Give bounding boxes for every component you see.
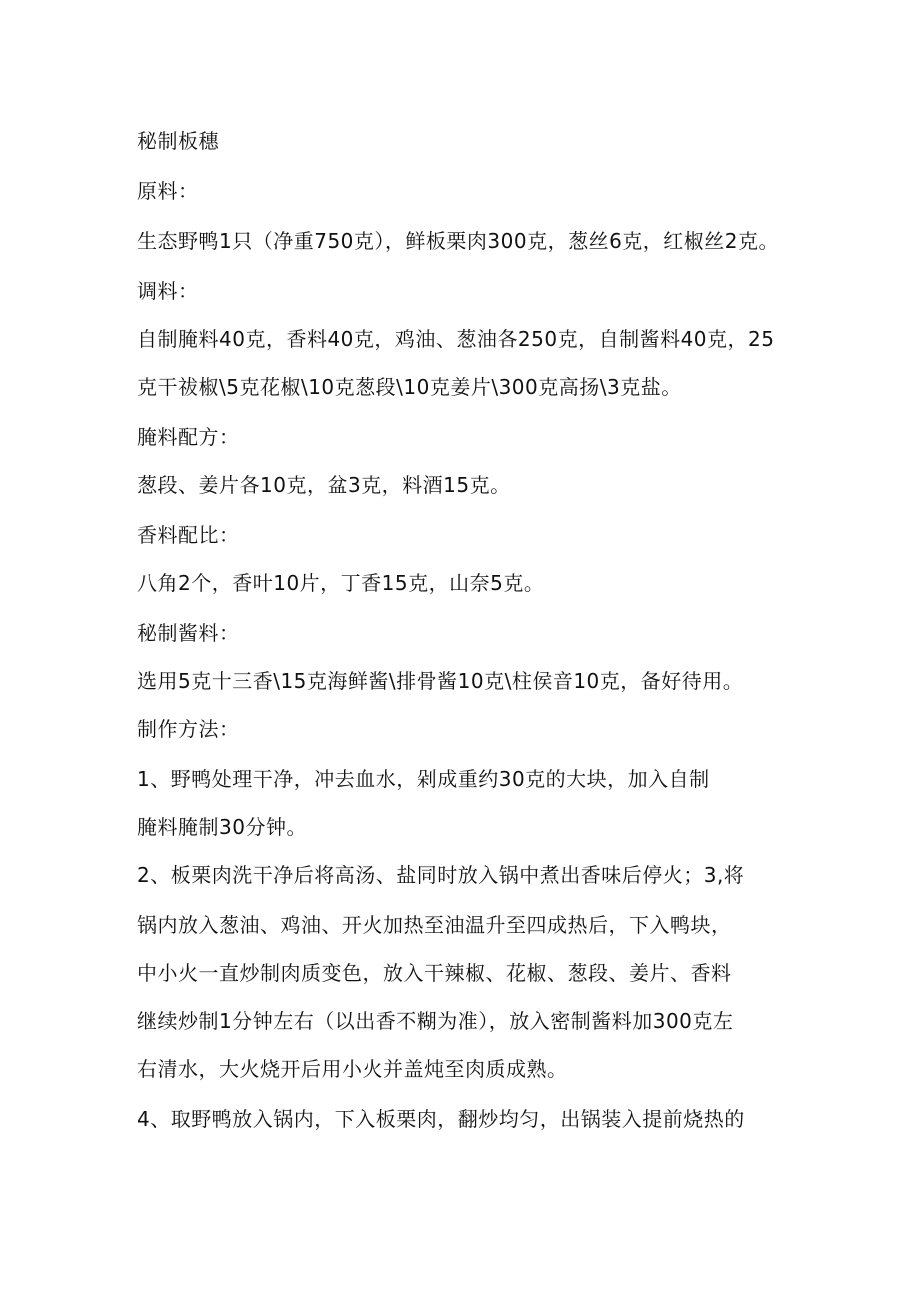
section-heading-sauce: 秘制酱料：: [137, 621, 240, 645]
document-title: 秘制板穗: [137, 129, 219, 153]
text-line: 自制腌料40克，香料40克，鸡油、葱油各250克，自制酱料40克，25: [137, 327, 775, 351]
text-line: 锅内放入葱油、鸡油、开火加热至油温升至四成热后，下入鸭块，: [137, 913, 732, 937]
section-heading-seasonings: 调料：: [137, 279, 199, 303]
text-line: 生态野鸭1只（净重750克），鲜板栗肉300克，葱丝6克，红椒丝2克。: [137, 229, 780, 253]
text-line: 2、板栗肉洗干净后将高汤、盐同时放入锅中煮出香味后停火；3,将: [137, 863, 745, 887]
section-heading-spices: 香料配比：: [137, 523, 240, 547]
section-heading-marinade: 腌料配方：: [137, 425, 240, 449]
text-line: 选用5克十三香\15克海鲜酱\排骨酱10克\柱侯音10克，备好待用。: [137, 669, 744, 693]
text-line: 克干祓椒\5克花椒\10克葱段\10克姜片\300克高扬\3克盐。: [137, 375, 682, 399]
text-line: 葱段、姜片各10克，盆3克，料酒15克。: [137, 473, 511, 497]
section-heading-ingredients: 原料：: [137, 179, 199, 203]
text-line: 1、野鸭处理干净，冲去血水，剁成重约30克的大块，加入自制: [137, 767, 710, 791]
text-line: 继续炒制1分钟左右（以出香不糊为准），放入密制酱料加300克左: [137, 1009, 734, 1033]
text-line: 八角2个，香叶10片，丁香15克，山奈5克。: [137, 571, 545, 595]
text-line: 4、取野鸭放入锅内，下入板栗肉，翻炒均匀，出锅装入提前烧热的: [137, 1107, 745, 1131]
text-line: 右清水，大火烧开后用小火并盖炖至肉质成熟。: [137, 1057, 568, 1081]
section-heading-method: 制作方法：: [137, 717, 240, 741]
text-line: 腌料腌制30分钟。: [137, 815, 307, 839]
text-line: 中小火一直炒制肉质变色，放入干辣椒、花椒、葱段、姜片、香料: [137, 961, 732, 985]
